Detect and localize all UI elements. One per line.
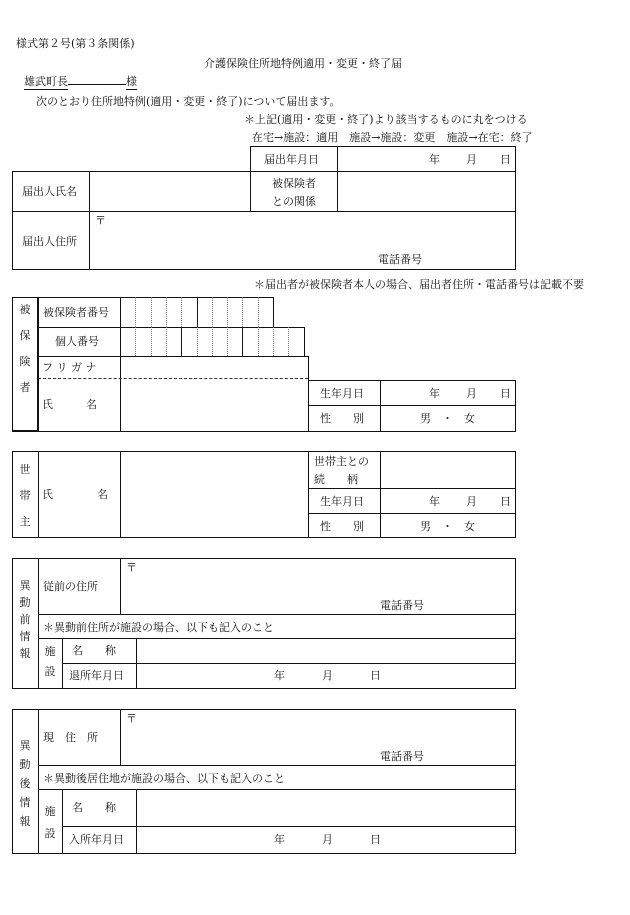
householder-gender-options[interactable]: 男 ・ 女 xyxy=(420,520,475,533)
insured-number-box-divider xyxy=(227,297,228,327)
relation-input[interactable] xyxy=(342,176,510,206)
before-address-label: 従前の住所 xyxy=(43,580,98,593)
personal-number-label: 個人番号 xyxy=(55,335,99,348)
householder-name-label: 氏 名 xyxy=(42,488,108,501)
before-postal-mark: 〒 xyxy=(126,561,137,574)
form-title: 介護保険住所地特例適用・変更・終了届 xyxy=(204,57,402,70)
insured-number-box-divider xyxy=(212,297,213,327)
cases-text: 在宅→施設：適用 施設→施設：変更 施設→在宅：終了 xyxy=(252,131,533,144)
after-facility-label: 施 設 xyxy=(44,805,56,840)
before-section-label: 異 動 前 情 報 xyxy=(19,579,31,660)
relation-label-2: との関係 xyxy=(272,195,316,208)
insured-section-label: 被 保 険 者 xyxy=(19,303,31,394)
personal-number-box-divider xyxy=(166,327,167,356)
insured-number-box-divider xyxy=(197,297,198,327)
after-phone-label: 電話番号 xyxy=(380,750,424,763)
notifier-address-label: 届出人住所 xyxy=(22,235,77,248)
insured-number-label: 被保険者番号 xyxy=(43,306,109,319)
after-date-label: 入所年月日 xyxy=(69,833,124,846)
form-number: 様式第２号(第３条関係) xyxy=(16,37,135,50)
notify-date-label: 届出年月日 xyxy=(264,153,319,166)
insured-birth-label: 生年月日 xyxy=(320,387,364,400)
personal-number-box-divider xyxy=(242,327,243,356)
before-address-input[interactable] xyxy=(140,562,510,596)
personal-number-box-divider xyxy=(181,327,182,356)
householder-section-label: 世 帯 主 xyxy=(19,463,31,528)
insured-number-box-divider xyxy=(135,297,136,327)
before-date-label: 退所年月日 xyxy=(69,669,124,682)
after-facility-name-input[interactable] xyxy=(142,794,510,822)
personal-number-box-divider xyxy=(273,327,274,356)
householder-name-input[interactable] xyxy=(124,456,304,534)
before-facility-name-label: 名 称 xyxy=(72,644,116,657)
after-section-label: 異 動 後 情 報 xyxy=(19,739,31,828)
after-facility-name-label: 名 称 xyxy=(72,801,116,814)
notifier-note: ＊届出者が被保険者本人の場合、届出者住所・電話番号は記載不要 xyxy=(254,278,584,291)
addressee xyxy=(24,76,137,87)
instruction-text: ＊上記(適用・変更・終了)より該当するものに丸をつける xyxy=(244,113,528,126)
postal-mark: 〒 xyxy=(95,214,106,227)
insured-number-box-divider xyxy=(258,297,259,327)
before-facility-name-input[interactable] xyxy=(142,641,510,660)
householder-relation-label-1: 世帯主との xyxy=(314,455,369,468)
householder-gender-label: 性 別 xyxy=(320,520,364,533)
insured-name-input[interactable] xyxy=(124,384,304,426)
notifier-name-label: 届出人氏名 xyxy=(22,185,77,198)
householder-relation-label-2: 続 柄 xyxy=(314,473,358,486)
householder-birth-label: 生年月日 xyxy=(320,495,364,508)
after-address-label: 現 住 所 xyxy=(43,731,98,744)
addressee-town: 雄武町長 xyxy=(24,75,68,88)
personal-number-box-divider xyxy=(151,327,152,356)
notifier-address-input[interactable] xyxy=(110,215,510,249)
insured-number-box-divider xyxy=(166,297,167,327)
personal-number-box-divider xyxy=(212,327,213,356)
insured-name-label: 氏 名 xyxy=(42,398,97,411)
furigana-label: フ リ ガ ナ xyxy=(42,361,97,374)
before-facility-label: 施 設 xyxy=(44,645,56,678)
before-phone-label: 電話番号 xyxy=(380,599,424,612)
householder-relation-input[interactable] xyxy=(384,455,512,485)
personal-number-box-divider xyxy=(258,327,259,356)
personal-number-box-divider xyxy=(227,327,228,356)
after-address-input[interactable] xyxy=(140,713,510,747)
personal-number-box-divider xyxy=(197,327,198,356)
phone-label: 電話番号 xyxy=(378,253,422,266)
personal-number-box-divider xyxy=(288,327,289,356)
personal-number-box-divider xyxy=(135,327,136,356)
after-postal-mark: 〒 xyxy=(126,712,137,725)
notify-date-input[interactable] xyxy=(346,154,506,166)
addressee-honorific: 様 xyxy=(126,75,137,88)
insured-gender-options[interactable]: 男 ・ 女 xyxy=(420,412,475,425)
after-facility-note: ＊異動後居住地が施設の場合、以下も記入のこと xyxy=(43,772,285,785)
insured-number-box-divider xyxy=(242,297,243,327)
relation-label-1: 被保険者 xyxy=(272,177,316,190)
notifier-name-input[interactable] xyxy=(94,176,244,206)
insured-gender-label: 性 別 xyxy=(320,412,364,425)
furigana-input[interactable] xyxy=(124,359,304,375)
insured-number-box-divider xyxy=(151,297,152,327)
insured-number-box-divider xyxy=(181,297,182,327)
intro-text: 次のとおり住所地特例(適用・変更・終了)について届出ます。 xyxy=(36,95,341,108)
before-facility-note: ＊異動前住所が施設の場合、以下も記入のこと xyxy=(43,621,274,634)
